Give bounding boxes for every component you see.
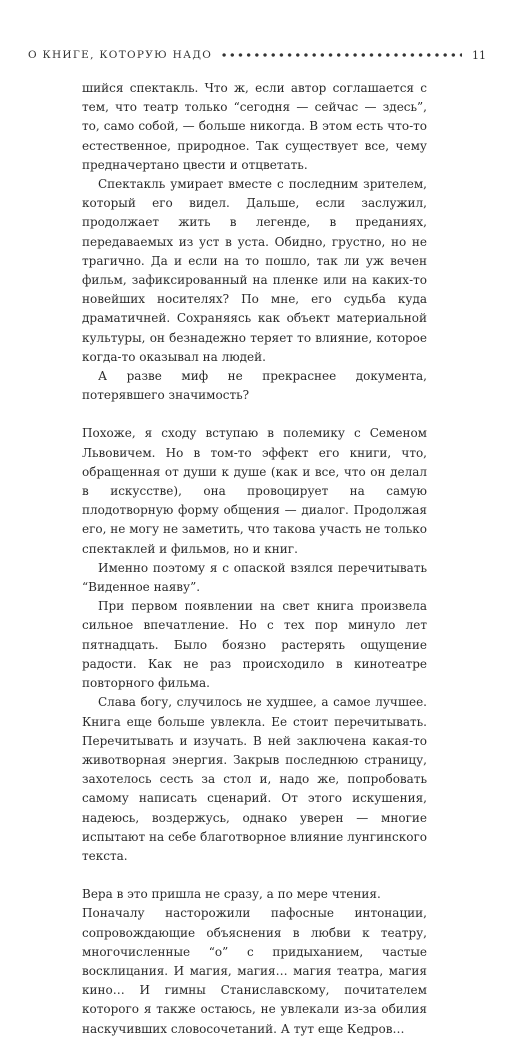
paragraph: Спектакль умирает вместе с последним зрителем, который его видел. Дальше, если заслужил, продолжает жить в легенде, в преданиях, передаваемых из уст в уста. Обидно, грустно, но не трагично. Да и если на то пошло, так ли уж вечен фильм, зафиксированный на пленке или на каких-то новейших носителях? По мне, его судьба куда драматичней. Сохраняясь как объект материальной культуры, он безнадежно теряет то влияние, которое когда-то оказывал на людей. <box>82 177 427 364</box>
running-header-title: О КНИГЕ, КОТОРУЮ НАДО <box>28 49 213 61</box>
body-text <box>82 79 427 1039</box>
paragraph: А разве миф не прекраснее документа, потерявшего значимость? <box>82 369 427 403</box>
paragraph: шийся спектакль. Что ж, если автор соглашается с тем, что театр только “сегодня — сейчас — здесь”, то, само собой, — больше никогда. В этом есть что-то естественное, природное. Так существует все, чему предначертано цвести и отцветать. <box>82 81 427 172</box>
running-header <box>28 47 486 63</box>
page-number: 11 <box>472 48 486 62</box>
paragraph: Вера в это пришла не сразу, а по мере чтения. <box>82 887 381 902</box>
paragraph: Слава богу, случилось не худшее, а самое лучшее. Книга еще больше увлекла. Ее стоит перечитывать. Перечитывать и изучать. В ней заключена какая-то животворная энергия. Закрыв последнюю страницу, захотелось сесть за стол и, надо же, попробовать самому написать сценарий. От этого искушения, надеюсь, воздержусь, однако уверен — многие испытают на себе благотворное влияние лунгинского текста. <box>82 695 427 863</box>
header-dot-leader <box>220 52 462 58</box>
paragraph: Именно поэтому я с опаской взялся перечитывать “Виденное наяву”. <box>82 560 427 595</box>
paragraph: Поначалу насторожили пафосные интонации, сопровождающие объяснения в любви к театру, многочисленные “о” с придыханием, частые восклицания. И магия, магия… магия театра, магия кино… И гимны Станиславскому, почитателем которого я также остаюсь, не увлекали из-за обилия наскучивших словосочетаний. А тут еще Кедров… <box>82 906 427 1036</box>
paragraph: Похоже, я сходу вступаю в полемику с Семеном Львовичем. Но в том-то эффект его книги, что, обращенная от души к душе (как и все, что он делал в искусстве), она провоцирует на самую плодотворную форму общения — диалог. Продолжая его, не могу не заметить, что такова участь не только спектаклей и фильмов, но и книг. <box>82 426 427 556</box>
paragraph: При первом появлении на свет книга произвела сильное впечатление. Но с тех пор минуло лет пятнадцать. Было боязно растерять ощущение радости. Как не раз происходило в кинотеатре повторного фильма. <box>82 599 427 691</box>
